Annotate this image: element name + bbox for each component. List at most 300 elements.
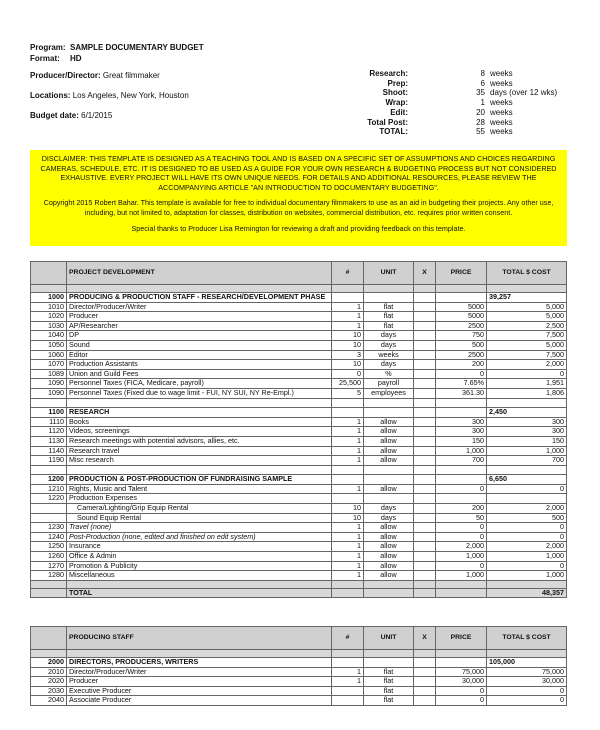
line-code: 1040 <box>31 331 67 341</box>
table-row <box>31 417 567 427</box>
line-code: 1070 <box>31 360 67 370</box>
schedule-row <box>330 79 560 89</box>
section-row <box>31 475 567 485</box>
blank-cell <box>364 475 414 485</box>
line-unit: days <box>364 360 414 370</box>
program-label: Program: <box>30 43 66 52</box>
col-unit-header: UNIT <box>364 262 414 285</box>
line-description: Promotion & Publicity <box>67 561 332 571</box>
line-total: 0 <box>487 561 567 571</box>
line-description: Producer <box>67 312 332 322</box>
line-x <box>414 302 436 312</box>
line-quantity: 1 <box>332 446 364 456</box>
blank-cell <box>436 588 487 598</box>
line-price: 0 <box>436 523 487 533</box>
section-row <box>31 293 567 303</box>
format-value: HD <box>70 54 82 63</box>
line-quantity: 10 <box>332 504 364 514</box>
table-title: PROJECT DEVELOPMENT <box>67 262 332 285</box>
table-row <box>31 552 567 562</box>
schedule-unit: weeks <box>490 69 513 78</box>
line-x <box>414 388 436 398</box>
line-x <box>414 523 436 533</box>
spacer-cell <box>364 580 414 588</box>
line-price: 75,000 <box>436 667 487 677</box>
line-price: 2500 <box>436 321 487 331</box>
blank-cell <box>332 465 364 475</box>
line-description: Misc research <box>67 456 332 466</box>
spacer-cell <box>332 580 364 588</box>
spacer-cell <box>67 650 332 658</box>
spacer-row <box>31 650 567 658</box>
line-total: 0 <box>487 369 567 379</box>
blank-cell <box>67 398 332 408</box>
line-description: Rights, Music and Talent <box>67 484 332 494</box>
section-title: RESEARCH <box>67 408 332 418</box>
line-code: 1010 <box>31 302 67 312</box>
line-price: 1,000 <box>436 552 487 562</box>
budget-date-line: Budget date: 6/1/2015 <box>30 111 113 120</box>
thanks-text: Special thanks to Producer Lisa Remington for reviewing a draft and providing feedback on this template. <box>131 223 466 233</box>
line-total: 2,500 <box>487 321 567 331</box>
blank-cell <box>414 398 436 408</box>
line-x <box>414 417 436 427</box>
disclaimer-text: DISCLAIMER: THIS TEMPLATE IS DESIGNED AS A TEACHING TOOL AND IS BASED ON A SPECIFIC SET OF ASSUMPTIONS AND CHOICES REGARDING CAMERAS, SCHEDULE, ETC. IT IS DESIGNED TO BE USED AS A GUIDE FOR YOUR OWN RESEARCH & BUDGETING PROCESS BUT NOT CONSIDERED EXHAUSTIVE. EVERY PROJECT WILL HAVE ITS OWN UNIQUE NEEDS. FOR DETAILS AND ADDITIONAL RESOURCES, PLEASE REVIEW THE ACCOMPANYING ARTICLE "AN INTRODUCTION TO DOCUMENTARY BUDGETING". <box>40 154 557 192</box>
line-total: 2,000 <box>487 542 567 552</box>
blank-cell <box>436 398 487 408</box>
blank-cell <box>436 465 487 475</box>
table-row <box>31 484 567 494</box>
blank-cell <box>487 465 567 475</box>
spacer-cell <box>487 285 567 293</box>
line-description: Research meetings with potential advisors, allies, etc. <box>67 436 332 446</box>
line-price: 700 <box>436 456 487 466</box>
line-unit: allow <box>364 446 414 456</box>
line-code: 1120 <box>31 427 67 437</box>
line-total <box>487 494 567 504</box>
line-x <box>414 350 436 360</box>
line-total: 5,000 <box>487 312 567 322</box>
line-code: 1020 <box>31 312 67 322</box>
line-quantity: 1 <box>332 571 364 581</box>
line-x <box>414 484 436 494</box>
line-total: 1,000 <box>487 571 567 581</box>
line-code: 1270 <box>31 561 67 571</box>
line-quantity: 1 <box>332 667 364 677</box>
schedule-unit: weeks <box>490 98 513 108</box>
schedule-row <box>330 69 560 79</box>
line-quantity: 10 <box>332 331 364 341</box>
line-code: 1090 <box>31 379 67 389</box>
schedule-row <box>330 108 560 118</box>
line-quantity: 1 <box>332 302 364 312</box>
line-unit: allow <box>364 436 414 446</box>
col-total-header: TOTAL $ COST <box>487 262 567 285</box>
line-x <box>414 369 436 379</box>
line-code: 1210 <box>31 484 67 494</box>
line-unit: flat <box>364 302 414 312</box>
line-code: 2030 <box>31 686 67 696</box>
spacer-cell <box>67 580 332 588</box>
line-x <box>414 321 436 331</box>
spacer-cell <box>487 650 567 658</box>
section-subtotal: 105,000 <box>487 658 567 668</box>
line-description: Videos, screenings <box>67 427 332 437</box>
line-code: 1250 <box>31 542 67 552</box>
blank-cell <box>332 475 364 485</box>
blank-row <box>31 465 567 475</box>
table-row <box>31 331 567 341</box>
line-total: 7,500 <box>487 331 567 341</box>
line-price: 500 <box>436 340 487 350</box>
line-quantity: 1 <box>332 484 364 494</box>
line-price <box>436 494 487 504</box>
schedule-row <box>330 88 560 98</box>
table-row <box>31 504 567 514</box>
table-row <box>31 667 567 677</box>
line-price: 2,000 <box>436 542 487 552</box>
table-row <box>31 561 567 571</box>
line-code: 1089 <box>31 369 67 379</box>
col-x-header: X <box>414 262 436 285</box>
schedule-label: Edit: <box>390 107 408 117</box>
line-x <box>414 542 436 552</box>
line-price: 200 <box>436 504 487 514</box>
line-x <box>414 552 436 562</box>
schedule-unit: days (over 12 wks) <box>490 88 558 98</box>
line-price: 7.65% <box>436 379 487 389</box>
line-price: 300 <box>436 417 487 427</box>
table-row <box>31 427 567 437</box>
spacer-cell <box>364 285 414 293</box>
line-total: 2,000 <box>487 360 567 370</box>
line-description: DP <box>67 331 332 341</box>
line-quantity: 1 <box>332 552 364 562</box>
line-quantity: 1 <box>332 427 364 437</box>
line-quantity: 1 <box>332 677 364 687</box>
table-row <box>31 436 567 446</box>
col-num-header: # <box>332 627 364 650</box>
blank-cell <box>414 408 436 418</box>
line-unit: flat <box>364 312 414 322</box>
blank-cell <box>436 658 487 668</box>
section-title: PRODUCING & PRODUCTION STAFF - RESEARCH/DEVELOPMENT PHASE <box>67 293 332 303</box>
line-total: 75,000 <box>487 667 567 677</box>
blank-cell <box>487 398 567 408</box>
line-unit: payroll <box>364 379 414 389</box>
line-quantity: 1 <box>332 436 364 446</box>
line-x <box>414 513 436 523</box>
schedule-label: Shoot: <box>382 88 408 98</box>
schedule-label: Research: <box>369 69 408 78</box>
format-label: Format: <box>30 54 60 63</box>
table-row <box>31 571 567 581</box>
section-code: 1100 <box>31 408 67 418</box>
line-total: 5,000 <box>487 340 567 350</box>
line-quantity: 1 <box>332 523 364 533</box>
line-description: Director/Producer/Writer <box>67 667 332 677</box>
line-unit: days <box>364 504 414 514</box>
line-quantity <box>332 686 364 696</box>
line-description: Production Assistants <box>67 360 332 370</box>
col-num-header: # <box>332 262 364 285</box>
copyright-text: Copyright 2015 Robert Bahar. This template is available for free to individual documentary filmmakers to use as an aid in budgeting their projects. Any other use, including, but not limited to, adaptation for classes, distribution on websites, commercial distribution, etc. requires prior written consent. <box>43 198 554 217</box>
schedule-num: 8 <box>480 69 485 78</box>
schedule-num: 1 <box>480 98 485 108</box>
line-description: Personnel Taxes (Fixed due to wage limit - FUI, NY SUI, NY Re-Empl.) <box>67 388 332 398</box>
line-code: 2040 <box>31 696 67 706</box>
line-price: 150 <box>436 436 487 446</box>
line-unit: employees <box>364 388 414 398</box>
spacer-cell <box>436 650 487 658</box>
table-row <box>31 321 567 331</box>
header-blank <box>31 262 67 285</box>
line-code: 1050 <box>31 340 67 350</box>
line-x <box>414 504 436 514</box>
line-description: Production Expenses <box>67 494 332 504</box>
line-description: Union and Guild Fees <box>67 369 332 379</box>
line-description: Editor <box>67 350 332 360</box>
disclaimer-notice <box>30 150 567 246</box>
spacer-cell <box>414 580 436 588</box>
line-code <box>31 504 67 514</box>
line-total: 0 <box>487 696 567 706</box>
blank-cell <box>31 398 67 408</box>
line-total: 300 <box>487 427 567 437</box>
table-row <box>31 686 567 696</box>
schedule-num: 20 <box>476 107 485 117</box>
schedule-num: 35 <box>476 88 485 98</box>
schedule-unit: weeks <box>490 107 513 117</box>
blank-cell <box>332 588 364 598</box>
schedule-unit: weeks <box>490 78 513 88</box>
line-code: 1090 <box>31 388 67 398</box>
spacer-row <box>31 580 567 588</box>
line-total: 500 <box>487 513 567 523</box>
line-quantity: 10 <box>332 360 364 370</box>
spacer-row <box>31 285 567 293</box>
blank-cell <box>414 475 436 485</box>
spacer-cell <box>31 580 67 588</box>
line-x <box>414 456 436 466</box>
blank-row <box>31 398 567 408</box>
blank-cell <box>436 475 487 485</box>
line-description: Camera/Lighting/Grip Equip Rental <box>67 504 332 514</box>
blank-cell <box>436 293 487 303</box>
line-code: 1280 <box>31 571 67 581</box>
table-row <box>31 456 567 466</box>
line-x <box>414 312 436 322</box>
line-code: 2020 <box>31 677 67 687</box>
line-price: 0 <box>436 686 487 696</box>
col-total-header: TOTAL $ COST <box>487 627 567 650</box>
blank-cell <box>364 658 414 668</box>
blank-cell <box>414 293 436 303</box>
line-quantity <box>332 494 364 504</box>
line-total: 1,000 <box>487 552 567 562</box>
line-total: 1,000 <box>487 446 567 456</box>
line-quantity: 0 <box>332 369 364 379</box>
spacer-cell <box>364 650 414 658</box>
table-row <box>31 696 567 706</box>
line-x <box>414 331 436 341</box>
line-description: Producer <box>67 677 332 687</box>
line-x <box>414 696 436 706</box>
line-code: 1260 <box>31 552 67 562</box>
line-price: 2500 <box>436 350 487 360</box>
table-row <box>31 302 567 312</box>
line-quantity: 10 <box>332 513 364 523</box>
line-quantity: 1 <box>332 417 364 427</box>
schedule-num: 6 <box>480 78 485 88</box>
grand-total-row <box>31 588 567 598</box>
section-subtotal: 39,257 <box>487 293 567 303</box>
spacer-cell <box>332 650 364 658</box>
schedule-row <box>330 118 560 128</box>
project-development-table <box>30 261 567 598</box>
table-row <box>31 340 567 350</box>
line-quantity: 1 <box>332 542 364 552</box>
line-total: 7,500 <box>487 350 567 360</box>
line-x <box>414 427 436 437</box>
line-price: 1,000 <box>436 446 487 456</box>
line-price: 50 <box>436 513 487 523</box>
line-unit: allow <box>364 417 414 427</box>
line-price: 0 <box>436 532 487 542</box>
line-x <box>414 667 436 677</box>
table-row <box>31 523 567 533</box>
line-quantity: 1 <box>332 532 364 542</box>
line-price: 0 <box>436 369 487 379</box>
line-description: Director/Producer/Writer <box>67 302 332 312</box>
table-title: PRODUCING STAFF <box>67 627 332 650</box>
line-quantity: 5 <box>332 388 364 398</box>
line-description: Travel (none) <box>67 523 332 533</box>
col-price-header: PRICE <box>436 627 487 650</box>
line-total: 5,000 <box>487 302 567 312</box>
line-code: 1060 <box>31 350 67 360</box>
section-title: PRODUCTION & POST-PRODUCTION OF FUNDRAISING SAMPLE <box>67 475 332 485</box>
line-quantity: 1 <box>332 561 364 571</box>
spacer-cell <box>332 285 364 293</box>
table-row <box>31 350 567 360</box>
line-unit: allow <box>364 542 414 552</box>
grand-total-label: TOTAL <box>67 588 332 598</box>
line-total: 0 <box>487 686 567 696</box>
table-header-row <box>31 262 567 285</box>
blank-cell <box>364 398 414 408</box>
spacer-cell <box>31 285 67 293</box>
section-code: 1200 <box>31 475 67 485</box>
blank-cell <box>332 398 364 408</box>
schedule-unit: weeks <box>490 127 513 137</box>
line-x <box>414 571 436 581</box>
table-row <box>31 494 567 504</box>
line-quantity: 10 <box>332 340 364 350</box>
blank-cell <box>332 293 364 303</box>
table-row <box>31 532 567 542</box>
line-x <box>414 446 436 456</box>
line-price: 30,000 <box>436 677 487 687</box>
spacer-cell <box>67 285 332 293</box>
line-x <box>414 494 436 504</box>
blank-cell <box>332 658 364 668</box>
line-total: 700 <box>487 456 567 466</box>
schedule-label: Wrap: <box>385 98 408 108</box>
line-code: 1130 <box>31 436 67 446</box>
line-quantity: 1 <box>332 312 364 322</box>
line-unit: allow <box>364 571 414 581</box>
line-unit: days <box>364 513 414 523</box>
line-total: 2,000 <box>487 504 567 514</box>
section-code: 2000 <box>31 658 67 668</box>
table-row <box>31 513 567 523</box>
line-unit: days <box>364 331 414 341</box>
locations-line: Locations: Los Angeles, New York, Houston <box>30 91 189 100</box>
blank-cell <box>31 465 67 475</box>
schedule-label: TOTAL: <box>379 127 408 137</box>
line-price: 361.30 <box>436 388 487 398</box>
col-price-header: PRICE <box>436 262 487 285</box>
line-unit: allow <box>364 484 414 494</box>
section-subtotal: 6,650 <box>487 475 567 485</box>
line-x <box>414 360 436 370</box>
blank-cell <box>364 408 414 418</box>
table-row <box>31 360 567 370</box>
table-row <box>31 312 567 322</box>
schedule-num: 28 <box>476 117 485 127</box>
section-code: 1000 <box>31 293 67 303</box>
blank-cell <box>364 465 414 475</box>
line-code: 1220 <box>31 494 67 504</box>
producer-line: Producer/Director: Great filmmaker <box>30 71 160 80</box>
col-x-header: X <box>414 627 436 650</box>
table-row <box>31 388 567 398</box>
line-x <box>414 686 436 696</box>
line-unit: days <box>364 340 414 350</box>
line-total: 0 <box>487 532 567 542</box>
line-quantity: 1 <box>332 456 364 466</box>
line-unit: weeks <box>364 350 414 360</box>
line-x <box>414 677 436 687</box>
line-unit: flat <box>364 667 414 677</box>
spacer-cell <box>436 580 487 588</box>
line-price: 0 <box>436 561 487 571</box>
line-description: Sound Equip Rental <box>67 513 332 523</box>
line-x <box>414 379 436 389</box>
table-row <box>31 677 567 687</box>
line-unit: allow <box>364 561 414 571</box>
line-description: Miscellaneous <box>67 571 332 581</box>
blank-cell <box>364 293 414 303</box>
header-blank <box>31 627 67 650</box>
schedule-label: Total Post: <box>367 117 408 127</box>
line-description: Personnel Taxes (FICA, Medicare, payroll) <box>67 379 332 389</box>
spacer-cell <box>414 285 436 293</box>
line-unit: % <box>364 369 414 379</box>
line-total: 30,000 <box>487 677 567 687</box>
line-price: 300 <box>436 427 487 437</box>
line-description: Post-Production (none, edited and finished on edit system) <box>67 532 332 542</box>
line-code: 2010 <box>31 667 67 677</box>
line-unit: allow <box>364 552 414 562</box>
section-subtotal: 2,450 <box>487 408 567 418</box>
line-description: Books <box>67 417 332 427</box>
line-unit: allow <box>364 523 414 533</box>
schedule-unit: weeks <box>490 117 513 127</box>
line-price: 5000 <box>436 312 487 322</box>
line-x <box>414 532 436 542</box>
